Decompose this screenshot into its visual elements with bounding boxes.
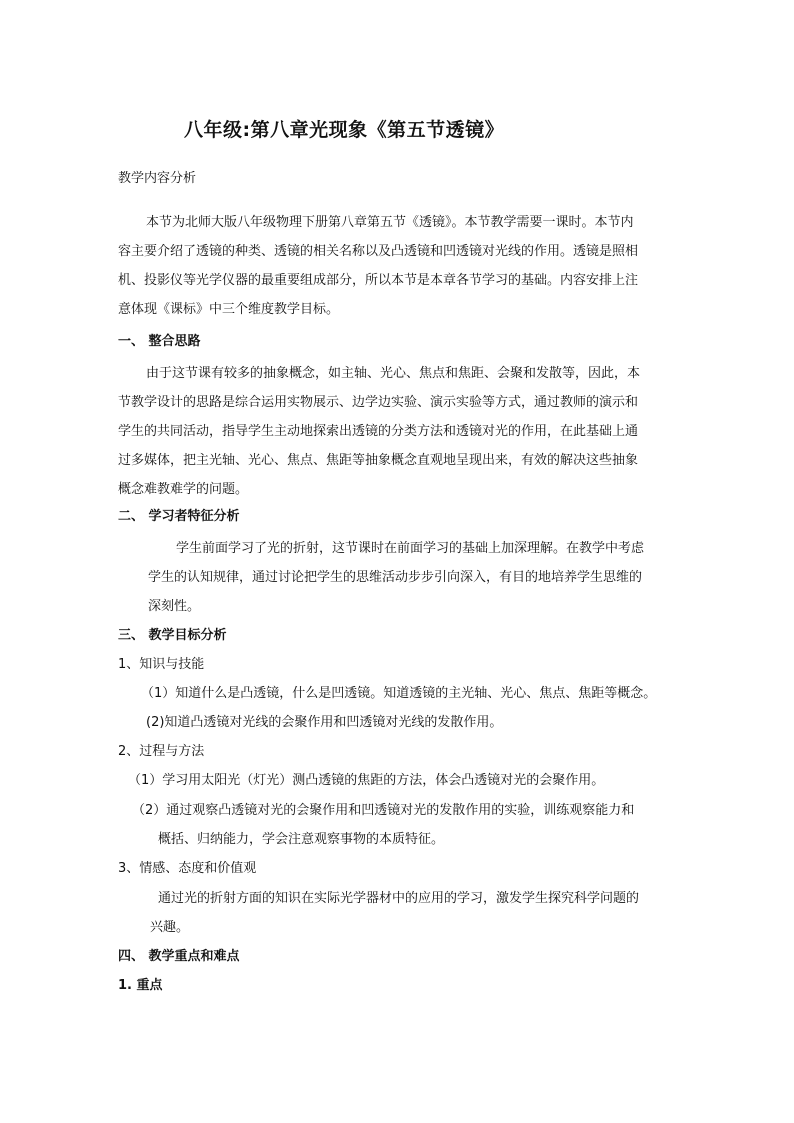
section2-line: 学生的认知规律，通过讨论把学生的思维活动步步引向深入，有目的地培养学生思维的	[148, 570, 643, 585]
process-item: （1）学习用太阳光（灯光）测凸透镜的焦距的方法，体会凸透镜对光的会聚作用。	[128, 773, 605, 788]
process-item: （2）通过观察凸透镜对光的会聚作用和凹透镜对光的发散作用的实验，训练观察能力和	[132, 803, 635, 818]
knowledge-item: (2)知道凸透镜对光线的会聚作用和凹透镜对光线的发散作用。	[146, 715, 503, 730]
section4-sub1-heading: 1. 重点	[118, 978, 163, 993]
intro-paragraph	[118, 208, 675, 324]
analysis-heading: 教学内容分析	[118, 171, 197, 186]
attitude-item: 通过光的折射方面的知识在实际光学器材中的应用的学习，激发学生探究科学问题的	[158, 891, 640, 906]
section1-line: 概念难教难学的问题。	[118, 482, 249, 497]
section3-heading: 三、 教学目标分析	[118, 628, 227, 643]
process-item: 概括、归纳能力，学会注意观察事物的本质特征。	[158, 832, 445, 847]
intro-line: 机、投影仪等光学仪器的最重要组成部分，所以本节是本章各节学习的基础。内容安排上注	[118, 273, 639, 288]
section3-sub3-heading: 3、情感、态度和价值观	[118, 861, 257, 876]
section1-line: 过多媒体，把主光轴、光心、焦点、焦距等抽象概念直观地呈现出来，有效的解决这些抽象	[118, 453, 639, 468]
section3-sub2-heading: 2、过程与方法	[118, 744, 205, 759]
section1-line: 由于这节课有较多的抽象概念，如主轴、光心、焦点和焦距、会聚和发散等，因此，本	[146, 366, 641, 381]
intro-line: 容主要介绍了透镜的种类、透镜的相关名称以及凸透镜和凹透镜对光线的作用。透镜是照相	[118, 244, 639, 259]
section2-line: 深刻性。	[148, 599, 201, 614]
section1-paragraph	[118, 359, 675, 504]
section4-heading: 四、 教学重点和难点	[118, 949, 240, 964]
document-title: 八年级:第八章光现象《第五节透镜》	[184, 119, 505, 141]
knowledge-item: （1）知道什么是凸透镜，什么是凹透镜。知道透镜的主光轴、光心、焦点、焦距等概念。	[141, 686, 657, 701]
section2-paragraph	[148, 534, 678, 621]
section3-sub1-heading: 1、知识与技能	[118, 657, 205, 672]
attitude-item: 兴趣。	[150, 920, 190, 935]
section1-heading: 一、 整合思路	[118, 334, 201, 349]
intro-line: 意体现《课标》中三个维度教学目标。	[118, 302, 340, 317]
intro-line: 本节为北师大版八年级物理下册第八章第五节《透镜》。本节教学需要一课时。本节内	[146, 215, 634, 230]
section1-line: 节教学设计的思路是综合运用实物展示、边学边实验、演示实验等方式，通过教师的演示和	[118, 395, 639, 410]
section1-line: 学生的共同活动，指导学生主动地探索出透镜的分类方法和透镜对光的作用，在此基础上通	[118, 424, 639, 439]
section2-heading: 二、 学习者特征分析	[118, 509, 240, 524]
section2-line: 学生前面学习了光的折射，这节课时在前面学习的基础上加深理解。在教学中考虑	[176, 541, 645, 556]
